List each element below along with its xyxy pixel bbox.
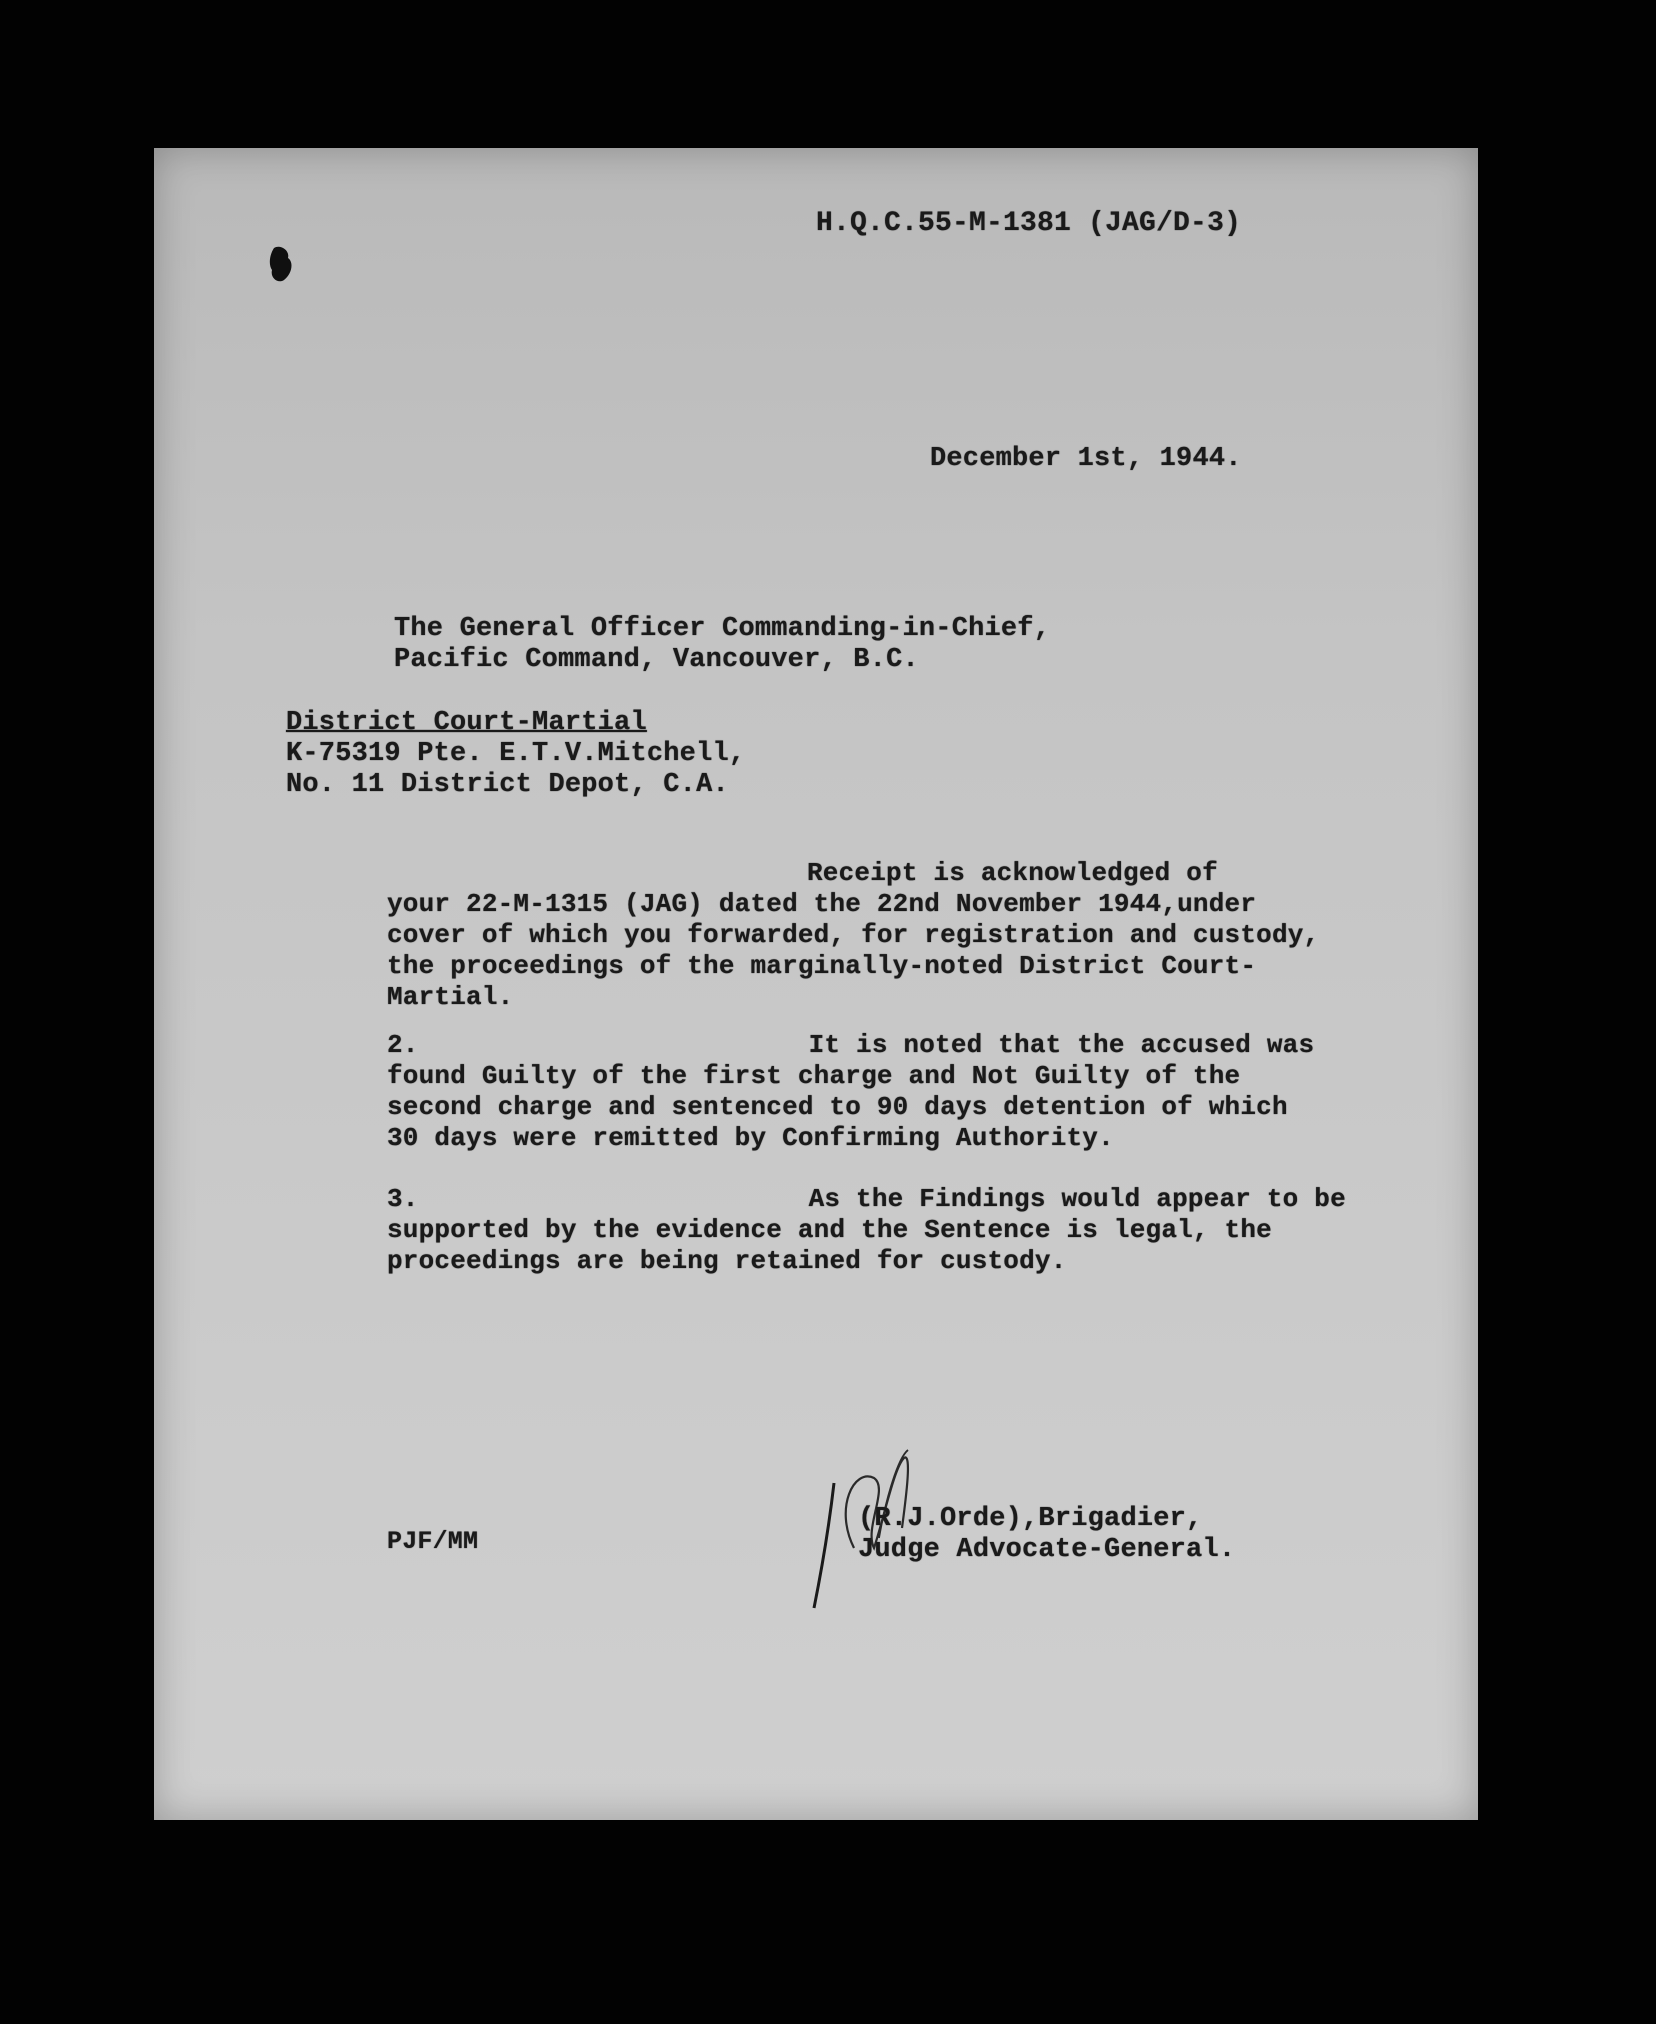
typist-initials: PJF/MM bbox=[387, 1527, 479, 1556]
paragraph-1 bbox=[387, 858, 1319, 1013]
paragraph-line: Receipt is acknowledged of bbox=[807, 858, 1218, 888]
subject-block bbox=[286, 708, 745, 801]
subject-title: District Court-Martial bbox=[286, 708, 647, 738]
paragraph-number: 3. bbox=[387, 1184, 419, 1214]
subject-line: K-75319 Pte. E.T.V.Mitchell, bbox=[286, 739, 746, 769]
paragraph-line: second charge and sentenced to 90 days detention of which bbox=[387, 1092, 1288, 1122]
signatory-title: Judge Advocate-General. bbox=[858, 1535, 1236, 1565]
addressee-line: The General Officer Commanding-in-Chief, bbox=[394, 614, 1051, 644]
paragraph-first-line bbox=[387, 1184, 1346, 1215]
paragraph-first-line bbox=[387, 1030, 1314, 1061]
paragraph-2 bbox=[387, 1030, 1314, 1154]
subject-line: No. 11 District Depot, C.A. bbox=[286, 770, 729, 800]
paragraph-line: Martial. bbox=[387, 982, 514, 1012]
paragraph-line: 30 days were remitted by Confirming Authority. bbox=[387, 1123, 1114, 1153]
file-reference: H.Q.C.55-M-1381 (JAG/D-3) bbox=[816, 208, 1242, 239]
paragraph-line: It is noted that the accused was bbox=[808, 1030, 1315, 1060]
paragraph-line: proceedings are being retained for custody. bbox=[387, 1246, 1067, 1276]
ink-blot bbox=[266, 244, 296, 284]
paragraph-line: your 22-M-1315 (JAG) dated the 22nd November 1944,under bbox=[387, 889, 1257, 919]
paragraph-line: supported by the evidence and the Sentence is legal, the bbox=[387, 1215, 1272, 1245]
addressee-line: Pacific Command, Vancouver, B.C. bbox=[394, 645, 919, 675]
signature-stroke bbox=[804, 1478, 864, 1618]
signature-block bbox=[858, 1504, 1235, 1566]
paragraph-line: As the Findings would appear to be bbox=[808, 1184, 1346, 1214]
paragraph-line: cover of which you forwarded, for registration and custody, bbox=[387, 920, 1320, 950]
signatory-name: (R.J.Orde),Brigadier, bbox=[858, 1504, 1203, 1534]
letter-page bbox=[154, 148, 1478, 1820]
paragraph-number: 2. bbox=[387, 1030, 419, 1060]
addressee-block bbox=[394, 614, 1050, 676]
letter-date: December 1st, 1944. bbox=[930, 444, 1242, 474]
paragraph-line: found Guilty of the first charge and Not Guilty of the bbox=[387, 1061, 1241, 1091]
paragraph-3 bbox=[387, 1184, 1346, 1277]
paragraph-line: the proceedings of the marginally-noted District Court- bbox=[387, 951, 1257, 981]
